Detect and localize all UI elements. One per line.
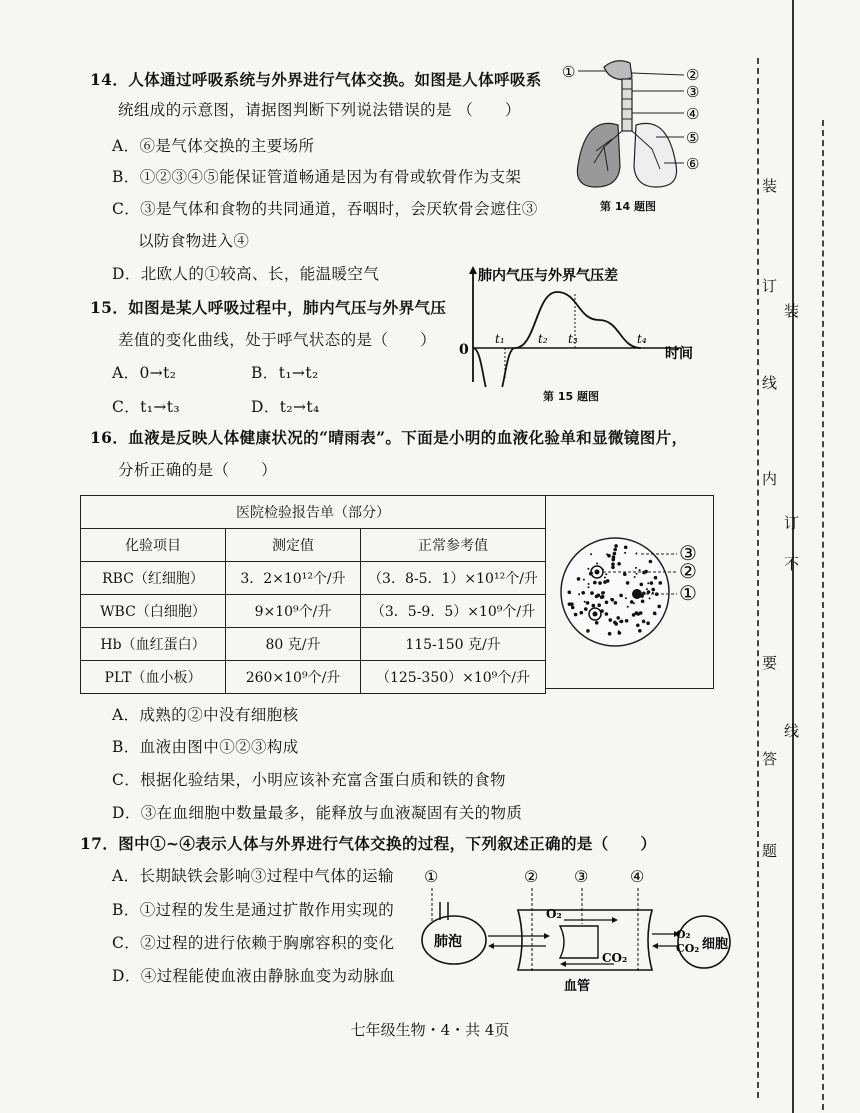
blood-cell-dot — [611, 566, 615, 570]
blood-cell-dot — [640, 583, 644, 587]
blood-cell-dot — [614, 601, 618, 605]
q15-stem-line2: 差值的变化曲线，处于呼气状态的是（ ） — [118, 331, 437, 349]
q16-option-d: D．③在血细胞中数量最多，能释放与血液凝固有关的物质 — [112, 804, 523, 822]
blood-cell-dot — [619, 621, 621, 623]
q16-stem-line2: 分析正确的是（ ） — [118, 461, 278, 479]
q17-stem: 17．图中①~④表示人体与外界进行气体交换的过程，下列叙述正确的是（ ） — [80, 834, 657, 853]
binding-char: 线 — [784, 722, 800, 740]
tick-t1: t₁ — [495, 332, 505, 346]
blood-cell-dot — [659, 581, 663, 585]
binding-char: 不 — [784, 555, 800, 573]
lab-report-table — [80, 495, 546, 694]
q16-option-c: C．根据化验结果，小明应该补充富含蛋白质和铁的食物 — [112, 771, 506, 789]
q15-option-b: B．t₁→t₂ — [251, 364, 319, 382]
blood-cell-dot — [646, 621, 650, 625]
blood-cell-dot — [613, 621, 617, 625]
q15-option-d: D．t₂→t₄ — [251, 398, 320, 416]
blood-cell-dot — [638, 629, 642, 633]
blood-cell-dot — [568, 602, 572, 606]
blood-smear-figure — [545, 496, 713, 688]
q15-stem-line1: 15．如图是某人呼吸过程中，肺内气压与外界气压 — [90, 298, 447, 317]
fig14-label-2: ② — [686, 66, 700, 84]
blood-cell-dot — [584, 601, 586, 603]
micro-label-2: ② — [679, 559, 697, 583]
blood-cell-dot — [619, 594, 623, 598]
blood-cell-dot — [625, 597, 627, 599]
q16-option-b: B．血液由图中①②③构成 — [112, 738, 299, 756]
blood-cell-dot — [568, 591, 572, 595]
pressure-difference-chart — [455, 262, 705, 387]
chart-origin-label: 0 — [459, 342, 469, 358]
blood-cell-dot — [603, 580, 607, 584]
q16-option-a: A．成熟的②中没有细胞核 — [112, 706, 299, 724]
blood-cell-dot — [607, 554, 611, 558]
q14-option-b: B．①②③④⑤能保证管道畅通是因为有骨或软骨作为支架 — [112, 168, 522, 186]
blood-cell-dot — [639, 569, 641, 571]
chart-x-label: 时间 — [665, 346, 693, 362]
blood-cell-dot — [647, 590, 651, 594]
q14-figure-caption: 第 14 题图 — [600, 200, 656, 213]
table-row — [81, 661, 546, 694]
q17-option-c: C．②过程的进行依赖于胸廓容积的变化 — [112, 934, 395, 952]
blood-cell-dot — [635, 553, 637, 555]
chart-y-arrow — [469, 266, 477, 274]
gas-exchange-diagram — [414, 862, 734, 997]
microscope-image-cell — [545, 495, 714, 689]
platelet-cluster — [632, 589, 642, 599]
blood-cell-dot — [590, 553, 592, 555]
blood-cell-dot — [577, 577, 581, 581]
blood-cell-dot — [610, 598, 612, 600]
co2-label-cell: CO₂ — [676, 942, 700, 955]
blood-cell-dot — [654, 576, 658, 580]
fig14-label-6: ⑥ — [686, 155, 700, 173]
blood-cell-dot — [595, 595, 599, 599]
blood-cell-dot — [649, 597, 651, 599]
blood-cell-dot — [596, 563, 598, 565]
q14-stem-line1: 14．人体通过呼吸系统与外界进行气体交换。如图是人体呼吸系 — [90, 70, 542, 89]
blood-cell-dot — [595, 621, 599, 625]
micro-label-3: ③ — [679, 541, 697, 565]
cell: 9×10⁹个/升 — [226, 595, 361, 628]
blood-cell-dot — [650, 581, 654, 585]
table-title: 医院检验报告单（部分） — [81, 496, 546, 529]
blood-cell-dot — [588, 583, 590, 585]
blood-cell-dot — [605, 601, 609, 605]
header-value: 测定值 — [226, 529, 361, 562]
blood-cell-dot — [639, 611, 643, 615]
cell: RBC（红细胞） — [81, 562, 226, 595]
blood-cell-dot — [617, 562, 621, 566]
blood-cell-dot — [584, 607, 588, 611]
q14-option-c-line2: 以防食物进入④ — [138, 232, 250, 250]
header-item: 化验项目 — [81, 529, 226, 562]
fig14-label-1: ① — [562, 63, 576, 81]
respiratory-system-figure — [556, 55, 716, 205]
blood-cell-dot — [604, 577, 606, 579]
page-footer: 七年级生物・4・共 4页 — [350, 1021, 510, 1039]
blood-cell-dot — [653, 589, 655, 591]
blood-cell-dot — [597, 603, 601, 607]
blood-cell-dot — [625, 619, 629, 623]
blood-cell-dot — [605, 612, 609, 616]
cell: 260×10⁹个/升 — [226, 661, 361, 694]
blood-cell-dot — [580, 611, 584, 615]
fig14-label-5: ⑤ — [686, 129, 700, 147]
binding-char: 内 — [762, 470, 778, 488]
table-row — [81, 595, 546, 628]
blood-cell-dot — [590, 591, 594, 595]
q16-stem-line1: 16．血液是反映人体健康状况的“晴雨表”。下面是小明的血液化验单和显微镜图片， — [90, 428, 688, 447]
blood-cell-dot — [657, 605, 661, 609]
diag-label-2: ② — [524, 867, 539, 886]
blood-cell-dot — [642, 620, 646, 624]
q14-option-c-line1: C．③是气体和食物的共同通道，吞咽时，会厌软骨会遮住③ — [112, 200, 538, 218]
blood-cell-dot — [588, 586, 590, 588]
q17-option-a: A．长期缺铁会影响③过程中气体的运输 — [112, 867, 394, 885]
blood-cell-dot — [608, 632, 612, 636]
binding-char: 订 — [762, 277, 778, 295]
blood-cell-dot — [571, 606, 575, 610]
blood-cell-dot — [616, 616, 620, 620]
blood-cell-dot — [636, 573, 638, 575]
binding-char: 装 — [762, 177, 778, 195]
diag-label-3: ③ — [574, 867, 589, 886]
blood-cell-dot — [623, 572, 627, 576]
blood-cell-dot — [636, 624, 640, 628]
cell: （3．8-5．1）×10¹²个/升 — [361, 562, 546, 595]
blood-cell-dot — [627, 606, 629, 608]
binding-char: 答 — [762, 750, 778, 768]
q17-option-d: D．④过程能使血液由静脉血变为动脉血 — [112, 967, 396, 985]
cell-label: 细胞 — [702, 937, 729, 952]
binding-char: 装 — [784, 302, 800, 320]
binding-char: 要 — [762, 654, 778, 672]
table-header-row — [81, 529, 546, 562]
fig14-label-4: ④ — [686, 105, 700, 123]
blood-cell-dot — [612, 555, 616, 559]
q15-option-a: A．0→t₂ — [112, 364, 177, 382]
blood-cell-dot — [601, 595, 605, 599]
blood-cell-dot — [635, 567, 637, 569]
blood-cell-dot — [598, 581, 602, 585]
o2-label-cell: O₂ — [676, 928, 691, 941]
o2-label-vessel: O₂ — [546, 907, 562, 921]
cell: Hb（血红蛋白） — [81, 628, 226, 661]
cell: 80 克/升 — [226, 628, 361, 661]
tick-t4: t₄ — [637, 332, 647, 346]
vessel-label: 血管 — [564, 979, 591, 994]
blood-cell-dot — [624, 552, 626, 554]
blood-cell-dot — [633, 602, 635, 604]
diag-label-4: ④ — [630, 867, 645, 886]
q14-stem-line2: 统组成的示意图，请据图判断下列说法错误的是 （ ） — [118, 101, 521, 119]
binding-char: 线 — [762, 374, 778, 392]
blood-cell-dot — [642, 592, 646, 596]
q17-option-b: B．①过程的发生是通过扩散作用实现的 — [112, 901, 395, 919]
table-row — [81, 562, 546, 595]
blood-cell-dot — [601, 591, 605, 595]
tick-t2: t₂ — [538, 332, 548, 346]
blood-cell-dot — [586, 601, 590, 605]
blood-cell-dot — [587, 568, 589, 570]
blood-cell-dot — [632, 613, 636, 617]
binding-char: 题 — [762, 842, 778, 860]
blood-cell-dot — [641, 600, 645, 604]
cell: 3．2×10¹²个/升 — [226, 562, 361, 595]
blood-cell-dot — [624, 546, 628, 550]
chart-title: 肺内气压与外界气压差 — [478, 268, 618, 284]
blood-cell-dot — [614, 544, 618, 548]
q14-option-d: D．北欧人的①较高、长，能温暖空气 — [112, 265, 380, 283]
blood-cell-dot — [583, 579, 585, 581]
fig14-label-3: ③ — [686, 83, 700, 101]
binding-strip — [762, 0, 860, 1113]
blood-cell-dot — [581, 591, 585, 595]
binding-char: 订 — [784, 514, 800, 532]
alveolus-label: 肺泡 — [434, 934, 462, 950]
blood-cell-dot — [578, 593, 580, 595]
cell: （125-350）×10⁹个/升 — [361, 661, 546, 694]
blood-cell-dot — [605, 573, 607, 575]
diag-label-1: ① — [424, 867, 439, 886]
q15-figure-caption: 第 15 题图 — [543, 390, 599, 403]
tick-t3: t₃ — [568, 332, 578, 346]
table-row — [81, 628, 546, 661]
q15-option-c: C．t₁→t₃ — [112, 398, 181, 416]
blood-cell-dot — [647, 582, 649, 584]
co2-label-vessel: CO₂ — [602, 951, 628, 965]
cell: 115-150 克/升 — [361, 628, 546, 661]
blood-cell-dot — [626, 581, 630, 585]
blood-cell-dot — [611, 562, 615, 566]
blood-cell-dot — [618, 631, 622, 635]
blood-cell-dot — [593, 581, 597, 585]
blood-cell-dot — [613, 552, 617, 556]
cell: WBC（白细胞） — [81, 595, 226, 628]
blood-cell-dot — [634, 576, 636, 578]
cell: PLT（血小板） — [81, 661, 226, 694]
blood-cell-dot — [655, 613, 657, 615]
cell: （3．5-9．5）×10⁹个/升 — [361, 595, 546, 628]
blood-cell-dot — [586, 629, 590, 633]
blood-cell-dot — [574, 613, 578, 617]
vessel-shape — [518, 910, 652, 970]
q14-option-a: A．⑥是气体交换的主要场所 — [112, 137, 315, 155]
blood-cell-dot — [592, 604, 596, 608]
header-reference: 正常参考值 — [361, 529, 546, 562]
blood-cell-dot — [613, 548, 617, 552]
blood-cell-dot — [649, 560, 653, 564]
blood-cell-dot — [609, 618, 613, 622]
micro-label-1: ① — [679, 581, 697, 605]
blood-cell-dot — [646, 588, 648, 590]
